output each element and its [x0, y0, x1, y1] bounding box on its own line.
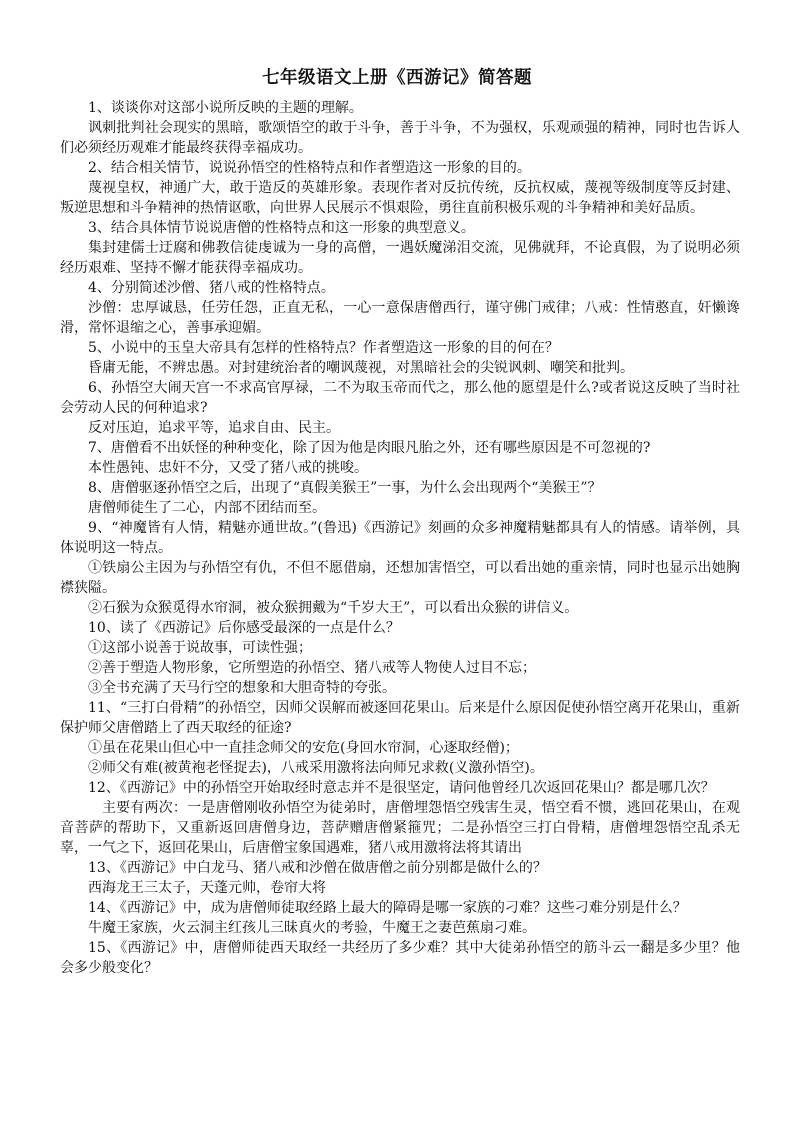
- answer-4: 沙僧：忠厚诚恳，任劳任怨，正直无私，一心一意保唐僧西行，谨守佛门戒律；八戒：性情憨直，奸懒谗滑，常怀退缩之心，善事承迎媚。: [60, 300, 740, 336]
- answer-5: 昏庸无能，不辨忠愚。对封建统治者的嘲讽蔑视，对黑暗社会的尖锐讽刺、嘲笑和批判。: [88, 360, 634, 376]
- answer-11-item-1: ①虽在花果山但心中一直挂念师父的安危(身回水帘洞，心逐取经僧)；: [88, 740, 519, 756]
- question-14: 14、《西游记》中，成为唐僧师徒取经路上最大的障碍是哪一家族的刁难？这些刁难分别是什么？: [88, 900, 687, 916]
- question-5: 5、小说中的玉皇大帝具有怎样的性格特点？作者塑造这一形象的目的何在？: [88, 340, 559, 356]
- answer-8: 唐僧师徒生了二心，内部不团结而至。: [88, 500, 326, 516]
- question-6: 6、孙悟空大闹天宫一不求高官厚禄，二不为取玉帝而代之，那么他的愿望是什么?或者说这反映了当时社会劳动人民的何种追求?: [60, 380, 740, 416]
- question-12: 12、《西游记》中的孙悟空开始取经时意志并不是很坚定，请问他曾经几次返回花果山？都是哪几次？: [88, 780, 715, 796]
- question-11: 11、“三打白骨精”的孙悟空，因师父误解而被逐回花果山。后来是什么原因促使孙悟空离开花果山，重新保护师父唐僧踏上了西天取经的征途?: [60, 700, 740, 736]
- answer-10-item-2: ②善于塑造人物形象，它所塑造的孙悟空、猪八戒等人物使人过目不忘；: [88, 660, 536, 676]
- answer-6: 反对压迫，追求平等，追求自由、民主。: [88, 420, 340, 436]
- answer-9-item-2: ②石猴为众猴觅得水帘洞，被众猴拥戴为“千岁大王”，可以看出众猴的讲信义。: [88, 600, 579, 616]
- question-7: 7、唐僧看不出妖怪的种种变化，除了因为他是肉眼凡胎之外，还有哪些原因是不可忽视的?: [88, 440, 651, 456]
- answer-9-item-1: ①铁扇公主因为与孙悟空有仇，不但不愿借扇，还想加害悟空，可以看出她的重亲情，同时也显示出她胸襟狭隘。: [60, 560, 740, 596]
- answer-10-item-1: ①这部小说善于说故事，可读性强；: [88, 640, 312, 656]
- answer-2: 蔑视皇权，神通广大，敢于造反的英雄形象。表现作者对反抗传统，反抗权威，蔑视等级制度等反封建、叛逆思想和斗争精神的热情讴歌，向世界人民展示不惧艰险，勇往直前积极乐观的斗争精神和美好品质。: [60, 180, 740, 216]
- answer-12: 主要有两次：一是唐僧刚收孙悟空为徒弟时，唐僧埋怨悟空残害生灵，悟空看不惯，逃回花果山，在观音菩萨的帮助下，又重新返回唐僧身边，菩萨赠唐僧紧箍咒；二是孙悟空三打白骨精，唐僧埋怨悟空乱杀无辜，一气之下，返回花果山，后唐僧宝象国遇难，猪八戒用激将法将其请出: [60, 800, 740, 856]
- question-15: 15、《西游记》中，唐僧师徒西天取经一共经历了多少难？其中大徒弟孙悟空的筋斗云一翻是多少里？他会多少般变化？: [60, 940, 740, 976]
- answer-11-item-2: ②师父有难(被黄袍老怪捉去)，八戒采用激将法向师兄求救(义激孙悟空)。: [88, 760, 544, 776]
- answer-3: 集封建儒士迂腐和佛教信徒虔诚为一身的高僧，一遇妖魔涕泪交流，见佛就拜，不论真假，为了说明必须经历艰难、坚持不懈才能获得幸福成功。: [60, 240, 740, 276]
- question-8: 8、唐僧驱逐孙悟空之后，出现了“真假美猴王”一事，为什么会出现两个“美猴王”？: [88, 480, 602, 496]
- answer-13: 西海龙王三太子，天蓬元帅，卷帘大将: [88, 880, 326, 896]
- answer-1: 讽刺批判社会现实的黑暗，歌颂悟空的敢于斗争，善于斗争，不为强权，乐观顽强的精神，同时也告诉人们必须经历观难才能最终获得幸福成功。: [60, 120, 740, 156]
- question-13: 13、《西游记》中白龙马、猪八戒和沙僧在做唐僧之前分别都是做什么的？: [88, 860, 547, 876]
- question-10: 10、读了《西游记》后你感受最深的一点是什么？: [88, 620, 400, 636]
- document-body: [60, 98, 740, 978]
- question-2: 2、结合相关情节，说说孙悟空的性格特点和作者塑造这一形象的目的。: [88, 160, 531, 176]
- answer-7: 本性愚钝、忠奸不分，又受了猪八戒的挑唆。: [88, 460, 368, 476]
- question-1: 1、谈谈你对这部小说所反映的主题的理解。: [88, 100, 363, 116]
- answer-14: 牛魔王家族，火云洞主红孩儿三昧真火的考验，牛魔王之妻芭蕉扇刁难。: [88, 920, 536, 936]
- question-4: 4、分别简述沙僧、猪八戒的性格特点。: [88, 280, 335, 296]
- question-9: 9、“神魔皆有人情，精魅亦通世故。”(鲁迅)《西游记》刻画的众多神魔精魅都具有人的情感。请举例，具体说明这一特点。: [60, 520, 740, 556]
- question-3: 3、结合具体情节说说唐僧的性格特点和这一形象的典型意义。: [88, 220, 475, 236]
- page-title: 七年级语文上册《西游记》简答题: [262, 68, 532, 88]
- answer-10-item-3: ③全书充满了天马行空的想象和大胆奇特的夸张。: [88, 680, 396, 696]
